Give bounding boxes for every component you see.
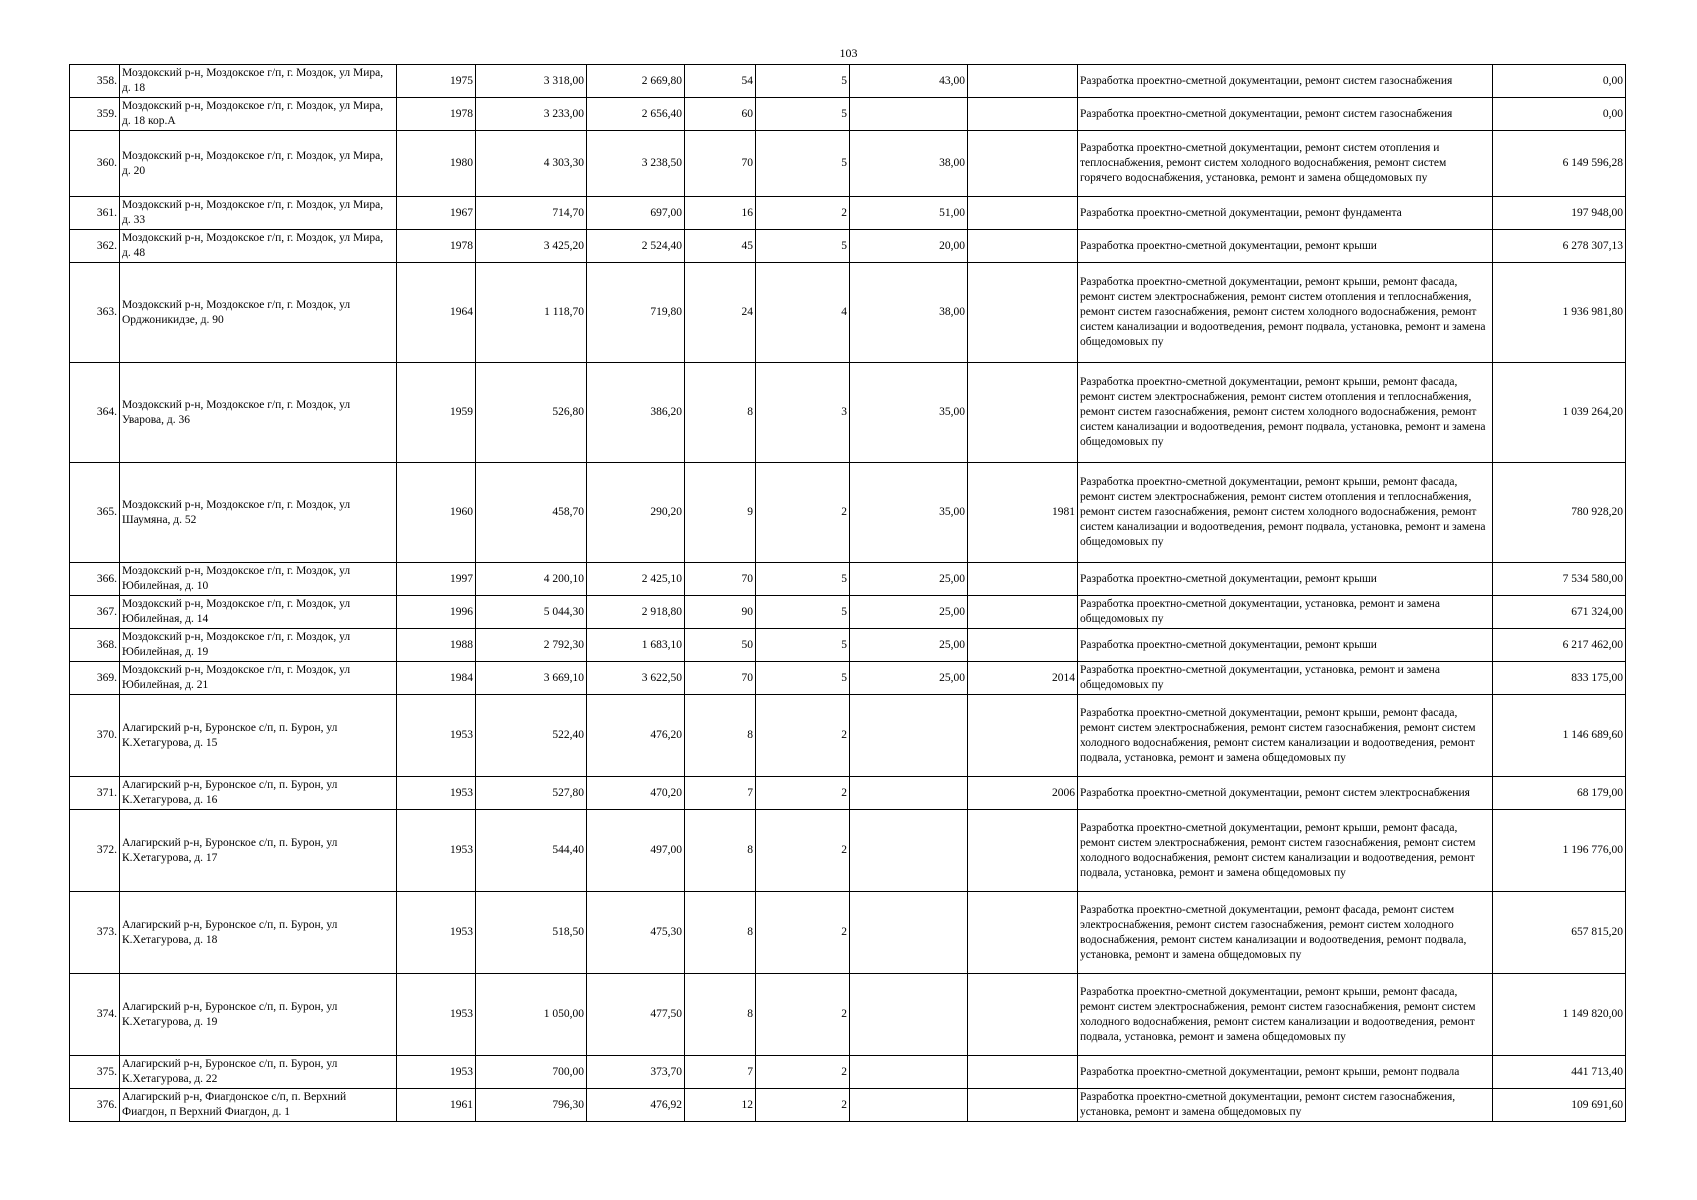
table-row bbox=[70, 1056, 1626, 1089]
table-row bbox=[70, 777, 1626, 810]
wear-percent-cell bbox=[850, 98, 968, 131]
total-area-cell: 796,30 bbox=[476, 1089, 587, 1122]
repair-cost-cell: 0,00 bbox=[1493, 98, 1626, 131]
living-area-cell: 373,70 bbox=[587, 1056, 685, 1089]
total-area-cell: 4 303,30 bbox=[476, 131, 587, 197]
floors-cell: 2 bbox=[756, 695, 850, 777]
repair-cost-cell: 109 691,60 bbox=[1493, 1089, 1626, 1122]
residents-cell: 16 bbox=[685, 197, 756, 230]
address-cell: Моздокский р-н, Моздокское г/п, г. Моздок, ул Мира, д. 33 bbox=[120, 197, 397, 230]
works-description-cell: Разработка проектно-сметной документации, ремонт крыши, ремонт фасада, ремонт систем электроснабжения, ремонт систем газоснабжения, ремонт систем холодного водоснабжения, ремонт систем канализации и водоотведения, ремонт подвала, установка, ремонт и замена общедомовых пу bbox=[1078, 810, 1493, 892]
repair-cost-cell: 833 175,00 bbox=[1493, 662, 1626, 695]
address-cell: Моздокский р-н, Моздокское г/п, г. Моздок, ул Мира, д. 48 bbox=[120, 230, 397, 263]
row-number: 370. bbox=[70, 695, 120, 777]
last-repair-year-cell bbox=[968, 98, 1078, 131]
works-description-cell: Разработка проектно-сметной документации, ремонт систем отопления и теплоснабжения, ремонт систем холодного водоснабжения, ремонт систем горячего водоснабжения, установка, ремонт и замена общедомовых пу bbox=[1078, 131, 1493, 197]
residents-cell: 8 bbox=[685, 363, 756, 463]
residents-cell: 54 bbox=[685, 65, 756, 98]
floors-cell: 5 bbox=[756, 596, 850, 629]
year-built-cell: 1953 bbox=[397, 974, 476, 1056]
living-area-cell: 476,20 bbox=[587, 695, 685, 777]
wear-percent-cell: 38,00 bbox=[850, 131, 968, 197]
residents-cell: 60 bbox=[685, 98, 756, 131]
table-body bbox=[70, 65, 1626, 1122]
residents-cell: 50 bbox=[685, 629, 756, 662]
table-row bbox=[70, 230, 1626, 263]
table-row bbox=[70, 463, 1626, 563]
total-area-cell: 458,70 bbox=[476, 463, 587, 563]
address-cell: Моздокский р-н, Моздокское г/п, г. Моздок, ул Юбилейная, д. 10 bbox=[120, 563, 397, 596]
row-number: 366. bbox=[70, 563, 120, 596]
table-row bbox=[70, 197, 1626, 230]
total-area-cell: 700,00 bbox=[476, 1056, 587, 1089]
repair-cost-cell: 6 217 462,00 bbox=[1493, 629, 1626, 662]
residents-cell: 8 bbox=[685, 695, 756, 777]
floors-cell: 5 bbox=[756, 662, 850, 695]
residents-cell: 45 bbox=[685, 230, 756, 263]
wear-percent-cell: 25,00 bbox=[850, 596, 968, 629]
wear-percent-cell bbox=[850, 695, 968, 777]
year-built-cell: 1978 bbox=[397, 230, 476, 263]
row-number: 364. bbox=[70, 363, 120, 463]
works-description-cell: Разработка проектно-сметной документации, ремонт крыши, ремонт подвала bbox=[1078, 1056, 1493, 1089]
table-row bbox=[70, 810, 1626, 892]
table-row bbox=[70, 662, 1626, 695]
address-cell: Моздокский р-н, Моздокское г/п, г. Моздок, ул Орджоникидзе, д. 90 bbox=[120, 263, 397, 363]
works-description-cell: Разработка проектно-сметной документации, установка, ремонт и замена общедомовых пу bbox=[1078, 596, 1493, 629]
last-repair-year-cell bbox=[968, 131, 1078, 197]
row-number: 369. bbox=[70, 662, 120, 695]
floors-cell: 2 bbox=[756, 892, 850, 974]
year-built-cell: 1959 bbox=[397, 363, 476, 463]
table-row bbox=[70, 563, 1626, 596]
floors-cell: 5 bbox=[756, 131, 850, 197]
wear-percent-cell bbox=[850, 777, 968, 810]
repair-cost-cell: 671 324,00 bbox=[1493, 596, 1626, 629]
last-repair-year-cell bbox=[968, 974, 1078, 1056]
floors-cell: 3 bbox=[756, 363, 850, 463]
wear-percent-cell: 20,00 bbox=[850, 230, 968, 263]
residents-cell: 70 bbox=[685, 662, 756, 695]
residents-cell: 12 bbox=[685, 1089, 756, 1122]
floors-cell: 5 bbox=[756, 98, 850, 131]
address-cell: Алагирский р-н, Буронское с/п, п. Бурон, ул К.Хетагурова, д. 19 bbox=[120, 974, 397, 1056]
table-row bbox=[70, 695, 1626, 777]
floors-cell: 2 bbox=[756, 974, 850, 1056]
works-description-cell: Разработка проектно-сметной документации, ремонт крыши, ремонт фасада, ремонт систем электроснабжения, ремонт систем отопления и теплоснабжения, ремонт систем газоснабжения, ремонт систем холодного водоснабжения, ремонт систем канализации и водоотведения, ремонт подвала, установка, ремонт и замена общедомовых пу bbox=[1078, 263, 1493, 363]
address-cell: Моздокский р-н, Моздокское г/п, г. Моздок, ул Уварова, д. 36 bbox=[120, 363, 397, 463]
row-number: 371. bbox=[70, 777, 120, 810]
last-repair-year-cell bbox=[968, 563, 1078, 596]
floors-cell: 5 bbox=[756, 230, 850, 263]
works-description-cell: Разработка проектно-сметной документации, ремонт фасада, ремонт систем электроснабжения, ремонт систем газоснабжения, ремонт систем холодного водоснабжения, ремонт систем канализации и водоотведения, ремонт подвала, установка, ремонт и замена общедомовых пу bbox=[1078, 892, 1493, 974]
wear-percent-cell bbox=[850, 1089, 968, 1122]
row-number: 359. bbox=[70, 98, 120, 131]
total-area-cell: 3 318,00 bbox=[476, 65, 587, 98]
floors-cell: 5 bbox=[756, 629, 850, 662]
total-area-cell: 526,80 bbox=[476, 363, 587, 463]
last-repair-year-cell bbox=[968, 263, 1078, 363]
residents-cell: 24 bbox=[685, 263, 756, 363]
year-built-cell: 1978 bbox=[397, 98, 476, 131]
living-area-cell: 2 669,80 bbox=[587, 65, 685, 98]
repair-cost-cell: 7 534 580,00 bbox=[1493, 563, 1626, 596]
residents-cell: 8 bbox=[685, 892, 756, 974]
repair-cost-cell: 780 928,20 bbox=[1493, 463, 1626, 563]
row-number: 358. bbox=[70, 65, 120, 98]
wear-percent-cell: 25,00 bbox=[850, 629, 968, 662]
works-description-cell: Разработка проектно-сметной документации, ремонт фундамента bbox=[1078, 197, 1493, 230]
table-row bbox=[70, 363, 1626, 463]
repair-cost-cell: 657 815,20 bbox=[1493, 892, 1626, 974]
address-cell: Алагирский р-н, Буронское с/п, п. Бурон, ул К.Хетагурова, д. 18 bbox=[120, 892, 397, 974]
repair-cost-cell: 441 713,40 bbox=[1493, 1056, 1626, 1089]
residents-cell: 90 bbox=[685, 596, 756, 629]
living-area-cell: 476,92 bbox=[587, 1089, 685, 1122]
total-area-cell: 4 200,10 bbox=[476, 563, 587, 596]
living-area-cell: 497,00 bbox=[587, 810, 685, 892]
floors-cell: 2 bbox=[756, 1056, 850, 1089]
living-area-cell: 2 656,40 bbox=[587, 98, 685, 131]
address-cell: Моздокский р-н, Моздокское г/п, г. Моздок, ул Юбилейная, д. 14 bbox=[120, 596, 397, 629]
table-row bbox=[70, 629, 1626, 662]
page-number: 103 bbox=[839, 46, 858, 60]
row-number: 373. bbox=[70, 892, 120, 974]
wear-percent-cell: 43,00 bbox=[850, 65, 968, 98]
address-cell: Алагирский р-н, Буронское с/п, п. Бурон, ул К.Хетагурова, д. 16 bbox=[120, 777, 397, 810]
last-repair-year-cell bbox=[968, 629, 1078, 662]
address-cell: Моздокский р-н, Моздокское г/п, г. Моздок, ул Юбилейная, д. 19 bbox=[120, 629, 397, 662]
address-cell: Алагирский р-н, Фиагдонское с/п, п. Верхний Фиагдон, п Верхний Фиагдон, д. 1 bbox=[120, 1089, 397, 1122]
row-number: 376. bbox=[70, 1089, 120, 1122]
row-number: 372. bbox=[70, 810, 120, 892]
total-area-cell: 518,50 bbox=[476, 892, 587, 974]
total-area-cell: 3 669,10 bbox=[476, 662, 587, 695]
wear-percent-cell: 25,00 bbox=[850, 563, 968, 596]
year-built-cell: 1988 bbox=[397, 629, 476, 662]
total-area-cell: 1 118,70 bbox=[476, 263, 587, 363]
last-repair-year-cell bbox=[968, 1056, 1078, 1089]
wear-percent-cell bbox=[850, 810, 968, 892]
residents-cell: 7 bbox=[685, 1056, 756, 1089]
year-built-cell: 1953 bbox=[397, 777, 476, 810]
table-row bbox=[70, 98, 1626, 131]
residents-cell: 8 bbox=[685, 810, 756, 892]
wear-percent-cell: 51,00 bbox=[850, 197, 968, 230]
last-repair-year-cell bbox=[968, 230, 1078, 263]
table-row bbox=[70, 65, 1626, 98]
wear-percent-cell: 38,00 bbox=[850, 263, 968, 363]
floors-cell: 2 bbox=[756, 197, 850, 230]
wear-percent-cell bbox=[850, 1056, 968, 1089]
residents-cell: 9 bbox=[685, 463, 756, 563]
residents-cell: 70 bbox=[685, 563, 756, 596]
address-cell: Алагирский р-н, Буронское с/п, п. Бурон, ул К.Хетагурова, д. 22 bbox=[120, 1056, 397, 1089]
row-number: 360. bbox=[70, 131, 120, 197]
works-description-cell: Разработка проектно-сметной документации, ремонт крыши, ремонт фасада, ремонт систем электроснабжения, ремонт систем газоснабжения, ремонт систем холодного водоснабжения, ремонт систем канализации и водоотведения, ремонт подвала, установка, ремонт и замена общедомовых пу bbox=[1078, 695, 1493, 777]
row-number: 374. bbox=[70, 974, 120, 1056]
table-row bbox=[70, 596, 1626, 629]
living-area-cell: 386,20 bbox=[587, 363, 685, 463]
repair-cost-cell: 1 196 776,00 bbox=[1493, 810, 1626, 892]
year-built-cell: 1953 bbox=[397, 695, 476, 777]
wear-percent-cell bbox=[850, 892, 968, 974]
living-area-cell: 2 918,80 bbox=[587, 596, 685, 629]
residents-cell: 7 bbox=[685, 777, 756, 810]
address-cell: Алагирский р-н, Буронское с/п, п. Бурон, ул К.Хетагурова, д. 15 bbox=[120, 695, 397, 777]
year-built-cell: 1997 bbox=[397, 563, 476, 596]
works-description-cell: Разработка проектно-сметной документации, ремонт крыши bbox=[1078, 230, 1493, 263]
last-repair-year-cell bbox=[968, 65, 1078, 98]
address-cell: Моздокский р-н, Моздокское г/п, г. Моздок, ул Мира, д. 18 bbox=[120, 65, 397, 98]
row-number: 375. bbox=[70, 1056, 120, 1089]
total-area-cell: 3 425,20 bbox=[476, 230, 587, 263]
year-built-cell: 1967 bbox=[397, 197, 476, 230]
total-area-cell: 714,70 bbox=[476, 197, 587, 230]
year-built-cell: 1953 bbox=[397, 892, 476, 974]
works-description-cell: Разработка проектно-сметной документации, ремонт крыши, ремонт фасада, ремонт систем электроснабжения, ремонт систем отопления и теплоснабжения, ремонт систем газоснабжения, ремонт систем холодного водоснабжения, ремонт систем канализации и водоотведения, ремонт подвала, установка, ремонт и замена общедомовых пу bbox=[1078, 463, 1493, 563]
table-row bbox=[70, 892, 1626, 974]
floors-cell: 5 bbox=[756, 563, 850, 596]
row-number: 368. bbox=[70, 629, 120, 662]
living-area-cell: 290,20 bbox=[587, 463, 685, 563]
wear-percent-cell: 25,00 bbox=[850, 662, 968, 695]
row-number: 365. bbox=[70, 463, 120, 563]
table-row bbox=[70, 974, 1626, 1056]
address-cell: Алагирский р-н, Буронское с/п, п. Бурон, ул К.Хетагурова, д. 17 bbox=[120, 810, 397, 892]
address-cell: Моздокский р-н, Моздокское г/п, г. Моздок, ул Шаумяна, д. 52 bbox=[120, 463, 397, 563]
year-built-cell: 1996 bbox=[397, 596, 476, 629]
table-row bbox=[70, 131, 1626, 197]
total-area-cell: 527,80 bbox=[476, 777, 587, 810]
address-cell: Моздокский р-н, Моздокское г/п, г. Моздок, ул Юбилейная, д. 21 bbox=[120, 662, 397, 695]
works-description-cell: Разработка проектно-сметной документации, установка, ремонт и замена общедомовых пу bbox=[1078, 662, 1493, 695]
table-row bbox=[70, 263, 1626, 363]
repair-cost-cell: 1 936 981,80 bbox=[1493, 263, 1626, 363]
living-area-cell: 3 622,50 bbox=[587, 662, 685, 695]
floors-cell: 2 bbox=[756, 777, 850, 810]
residents-cell: 8 bbox=[685, 974, 756, 1056]
total-area-cell: 3 233,00 bbox=[476, 98, 587, 131]
living-area-cell: 697,00 bbox=[587, 197, 685, 230]
row-number: 363. bbox=[70, 263, 120, 363]
table-row bbox=[70, 1089, 1626, 1122]
repair-cost-cell: 68 179,00 bbox=[1493, 777, 1626, 810]
last-repair-year-cell bbox=[968, 363, 1078, 463]
works-description-cell: Разработка проектно-сметной документации, ремонт крыши, ремонт фасада, ремонт систем электроснабжения, ремонт систем отопления и теплоснабжения, ремонт систем газоснабжения, ремонт систем холодного водоснабжения, ремонт систем канализации и водоотведения, ремонт подвала, установка, ремонт и замена общедомовых пу bbox=[1078, 363, 1493, 463]
year-built-cell: 1964 bbox=[397, 263, 476, 363]
floors-cell: 2 bbox=[756, 463, 850, 563]
wear-percent-cell bbox=[850, 974, 968, 1056]
address-cell: Моздокский р-н, Моздокское г/п, г. Моздок, ул Мира, д. 18 кор.А bbox=[120, 98, 397, 131]
year-built-cell: 1961 bbox=[397, 1089, 476, 1122]
living-area-cell: 2 425,10 bbox=[587, 563, 685, 596]
living-area-cell: 475,30 bbox=[587, 892, 685, 974]
floors-cell: 5 bbox=[756, 65, 850, 98]
living-area-cell: 477,50 bbox=[587, 974, 685, 1056]
last-repair-year-cell bbox=[968, 1089, 1078, 1122]
year-built-cell: 1980 bbox=[397, 131, 476, 197]
last-repair-year-cell bbox=[968, 197, 1078, 230]
living-area-cell: 470,20 bbox=[587, 777, 685, 810]
last-repair-year-cell: 2014 bbox=[968, 662, 1078, 695]
last-repair-year-cell: 2006 bbox=[968, 777, 1078, 810]
repair-cost-cell: 6 278 307,13 bbox=[1493, 230, 1626, 263]
repair-cost-cell: 0,00 bbox=[1493, 65, 1626, 98]
last-repair-year-cell bbox=[968, 596, 1078, 629]
works-description-cell: Разработка проектно-сметной документации, ремонт крыши bbox=[1078, 563, 1493, 596]
row-number: 361. bbox=[70, 197, 120, 230]
works-description-cell: Разработка проектно-сметной документации, ремонт систем газоснабжения bbox=[1078, 98, 1493, 131]
year-built-cell: 1975 bbox=[397, 65, 476, 98]
row-number: 367. bbox=[70, 596, 120, 629]
total-area-cell: 2 792,30 bbox=[476, 629, 587, 662]
residents-cell: 70 bbox=[685, 131, 756, 197]
wear-percent-cell: 35,00 bbox=[850, 463, 968, 563]
address-cell: Моздокский р-н, Моздокское г/п, г. Моздок, ул Мира, д. 20 bbox=[120, 131, 397, 197]
wear-percent-cell: 35,00 bbox=[850, 363, 968, 463]
repair-cost-cell: 1 146 689,60 bbox=[1493, 695, 1626, 777]
total-area-cell: 1 050,00 bbox=[476, 974, 587, 1056]
works-description-cell: Разработка проектно-сметной документации, ремонт систем электроснабжения bbox=[1078, 777, 1493, 810]
repair-cost-cell: 6 149 596,28 bbox=[1493, 131, 1626, 197]
floors-cell: 2 bbox=[756, 810, 850, 892]
last-repair-year-cell: 1981 bbox=[968, 463, 1078, 563]
works-description-cell: Разработка проектно-сметной документации, ремонт крыши bbox=[1078, 629, 1493, 662]
row-number: 362. bbox=[70, 230, 120, 263]
year-built-cell: 1960 bbox=[397, 463, 476, 563]
floors-cell: 4 bbox=[756, 263, 850, 363]
living-area-cell: 2 524,40 bbox=[587, 230, 685, 263]
repair-cost-cell: 1 149 820,00 bbox=[1493, 974, 1626, 1056]
works-description-cell: Разработка проектно-сметной документации, ремонт крыши, ремонт фасада, ремонт систем электроснабжения, ремонт систем газоснабжения, ремонт систем холодного водоснабжения, ремонт систем канализации и водоотведения, ремонт подвала, установка, ремонт и замена общедомовых пу bbox=[1078, 974, 1493, 1056]
total-area-cell: 544,40 bbox=[476, 810, 587, 892]
year-built-cell: 1953 bbox=[397, 1056, 476, 1089]
repair-cost-cell: 1 039 264,20 bbox=[1493, 363, 1626, 463]
total-area-cell: 522,40 bbox=[476, 695, 587, 777]
last-repair-year-cell bbox=[968, 892, 1078, 974]
works-description-cell: Разработка проектно-сметной документации, ремонт систем газоснабжения bbox=[1078, 65, 1493, 98]
living-area-cell: 719,80 bbox=[587, 263, 685, 363]
repair-cost-cell: 197 948,00 bbox=[1493, 197, 1626, 230]
floors-cell: 2 bbox=[756, 1089, 850, 1122]
works-description-cell: Разработка проектно-сметной документации, ремонт систем газоснабжения, установка, ремонт и замена общедомовых пу bbox=[1078, 1089, 1493, 1122]
total-area-cell: 5 044,30 bbox=[476, 596, 587, 629]
last-repair-year-cell bbox=[968, 695, 1078, 777]
repair-program-table bbox=[69, 64, 1626, 1122]
last-repair-year-cell bbox=[968, 810, 1078, 892]
living-area-cell: 3 238,50 bbox=[587, 131, 685, 197]
year-built-cell: 1953 bbox=[397, 810, 476, 892]
year-built-cell: 1984 bbox=[397, 662, 476, 695]
living-area-cell: 1 683,10 bbox=[587, 629, 685, 662]
